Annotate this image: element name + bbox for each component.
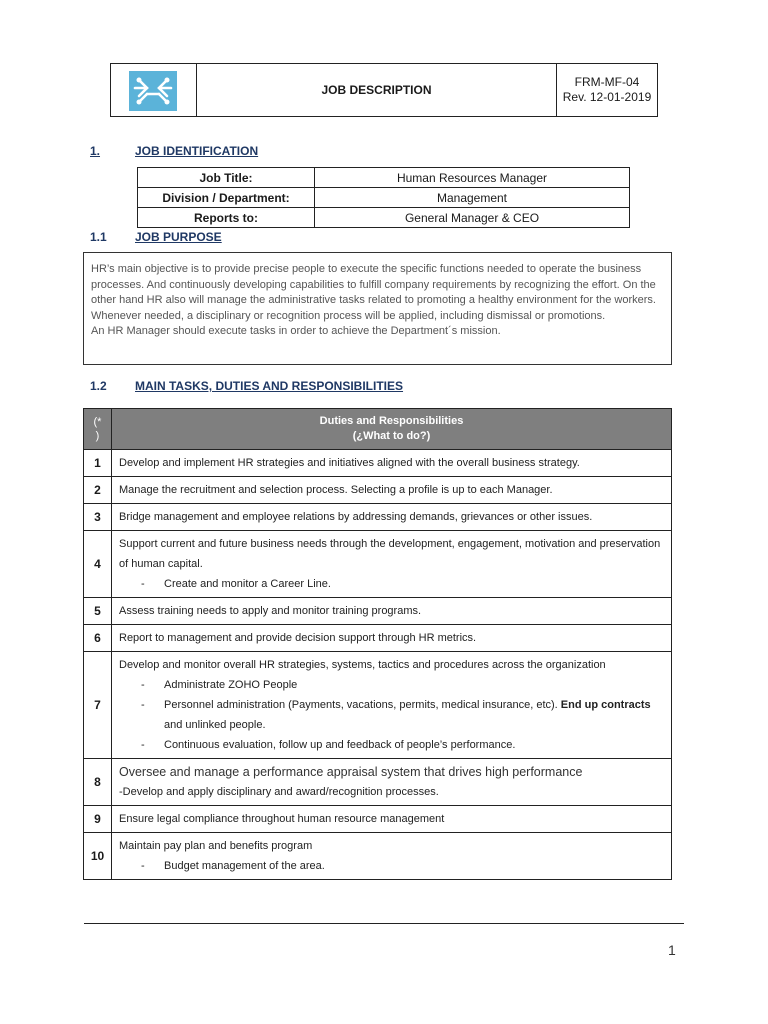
sub-item <box>119 574 664 594</box>
job-purpose-box <box>83 252 672 365</box>
dash-bullet: - <box>141 679 145 691</box>
footer-divider <box>84 923 684 924</box>
form-code: FRM-MF-04 <box>574 75 640 89</box>
sub-item <box>119 695 664 735</box>
page-number: 1 <box>668 942 676 958</box>
sub-item-tail: and unlinked people. <box>164 719 266 731</box>
logo-graphic <box>129 71 177 111</box>
duties-number-header <box>84 409 112 450</box>
sub-item-text <box>164 695 651 735</box>
reports-to-value: General Manager & CEO <box>315 208 630 228</box>
duties-header-title: Duties and Responsibilities <box>319 415 464 427</box>
duty-text: Support current and future business needs through the development, engagement, motivation and preservation of human capital. <box>119 538 661 570</box>
duty-text: Report to management and provide decision support through HR metrics. <box>112 625 672 652</box>
row-number: 9 <box>84 806 112 833</box>
row-number: 8 <box>84 759 112 806</box>
row-number: 3 <box>84 504 112 531</box>
star-header-text: (* ) <box>93 416 102 442</box>
sub-item-text: Create and monitor a Career Line. <box>164 578 331 590</box>
row-number: 5 <box>84 598 112 625</box>
table-row <box>84 477 672 504</box>
table-row <box>84 531 672 598</box>
duty-text: Ensure legal compliance throughout human resource management <box>112 806 672 833</box>
row-number: 10 <box>84 833 112 880</box>
row-number: 6 <box>84 625 112 652</box>
form-code-cell <box>557 64 657 116</box>
document-title: JOB DESCRIPTION <box>197 64 557 116</box>
row-number: 7 <box>84 652 112 759</box>
sub-item <box>119 856 664 876</box>
table-row <box>84 759 672 806</box>
sub-item-text: Continuous evaluation, follow up and feedback of people’s performance. <box>164 739 516 751</box>
duty-cell <box>112 531 672 598</box>
duties-table <box>83 408 672 880</box>
department-value: Management <box>315 188 630 208</box>
table-row <box>84 625 672 652</box>
sub-item <box>119 675 664 695</box>
duty-text: Oversee and manage a performance appraisal system that drives high performance <box>119 765 583 779</box>
table-row <box>84 652 672 759</box>
dash-bullet: - <box>141 739 145 751</box>
row-number: 1 <box>84 450 112 477</box>
duty-cell <box>112 759 672 806</box>
duty-text: Manage the recruitment and selection process. Selecting a profile is up to each Manager. <box>112 477 672 504</box>
job-title-label: Job Title: <box>138 168 315 188</box>
dash-bullet: - <box>141 860 145 872</box>
dash-bullet: - <box>141 699 145 711</box>
document-header <box>110 63 658 117</box>
logo-cell <box>111 64 197 116</box>
duty-text: Maintain pay plan and benefits program <box>119 840 313 852</box>
duty-cell <box>112 652 672 759</box>
purpose-paragraph: HR’s main objective is to provide precise people to execute the specific functions needed to operate the business processes. And continuously developing capabilities to fulfill company requirements by recognizing the effort. On the other hand HR also will manage the administrative tasks related to promoting a healthy environment for the workers. <box>91 263 656 306</box>
table-row <box>84 806 672 833</box>
job-identification-table <box>137 167 630 228</box>
duties-header-row <box>84 409 672 450</box>
dash-bullet: - <box>141 578 145 590</box>
section-1-1-number: 1.1 <box>90 230 107 244</box>
duty-text: Bridge management and employee relations by addressing demands, grievances or other issues. <box>112 504 672 531</box>
job-title-value: Human Resources Manager <box>315 168 630 188</box>
section-1-number: 1. <box>90 144 101 158</box>
section-1-2-number: 1.2 <box>90 379 107 393</box>
purpose-paragraph: An HR Manager should execute tasks in order to achieve the Department´s mission. <box>91 325 501 337</box>
purpose-paragraph: Whenever needed, a disciplinary or recognition process will be applied, including dismissal or promotions. <box>91 309 606 322</box>
section-1-title: JOB IDENTIFICATION <box>135 144 259 158</box>
table-row <box>84 598 672 625</box>
duty-text: Develop and monitor overall HR strategies, systems, tactics and procedures across the organization <box>119 659 606 671</box>
sub-item-text-main: Personnel administration (Payments, vacations, permits, medical insurance, etc). <box>164 699 558 711</box>
table-row <box>84 833 672 880</box>
sub-item-bold: End up contracts <box>560 699 651 711</box>
section-1-2-title: MAIN TASKS, DUTIES AND RESPONSIBILITIES <box>135 379 404 393</box>
sub-item-text: Administrate ZOHO People <box>164 679 298 691</box>
table-row <box>138 188 630 208</box>
reports-to-label: Reports to: <box>138 208 315 228</box>
table-row <box>138 168 630 188</box>
duty-text-secondary: -Develop and apply disciplinary and award/recognition processes. <box>119 786 439 798</box>
duty-cell <box>112 833 672 880</box>
section-1-1-title: JOB PURPOSE <box>135 230 222 244</box>
table-row <box>138 208 630 228</box>
sub-item <box>119 735 664 755</box>
row-number: 4 <box>84 531 112 598</box>
department-label: Division / Department: <box>138 188 315 208</box>
duties-header-subtitle: (¿What to do?) <box>352 430 431 442</box>
duties-column-header <box>112 409 672 450</box>
company-logo-icon <box>129 71 177 111</box>
revision-date: Rev. 12-01-2019 <box>562 90 652 104</box>
duty-text: Assess training needs to apply and monitor training programs. <box>112 598 672 625</box>
duty-text: Develop and implement HR strategies and initiatives aligned with the overall business strategy. <box>112 450 672 477</box>
table-row <box>84 450 672 477</box>
table-row <box>84 504 672 531</box>
row-number: 2 <box>84 477 112 504</box>
sub-item-text: Budget management of the area. <box>164 860 325 872</box>
